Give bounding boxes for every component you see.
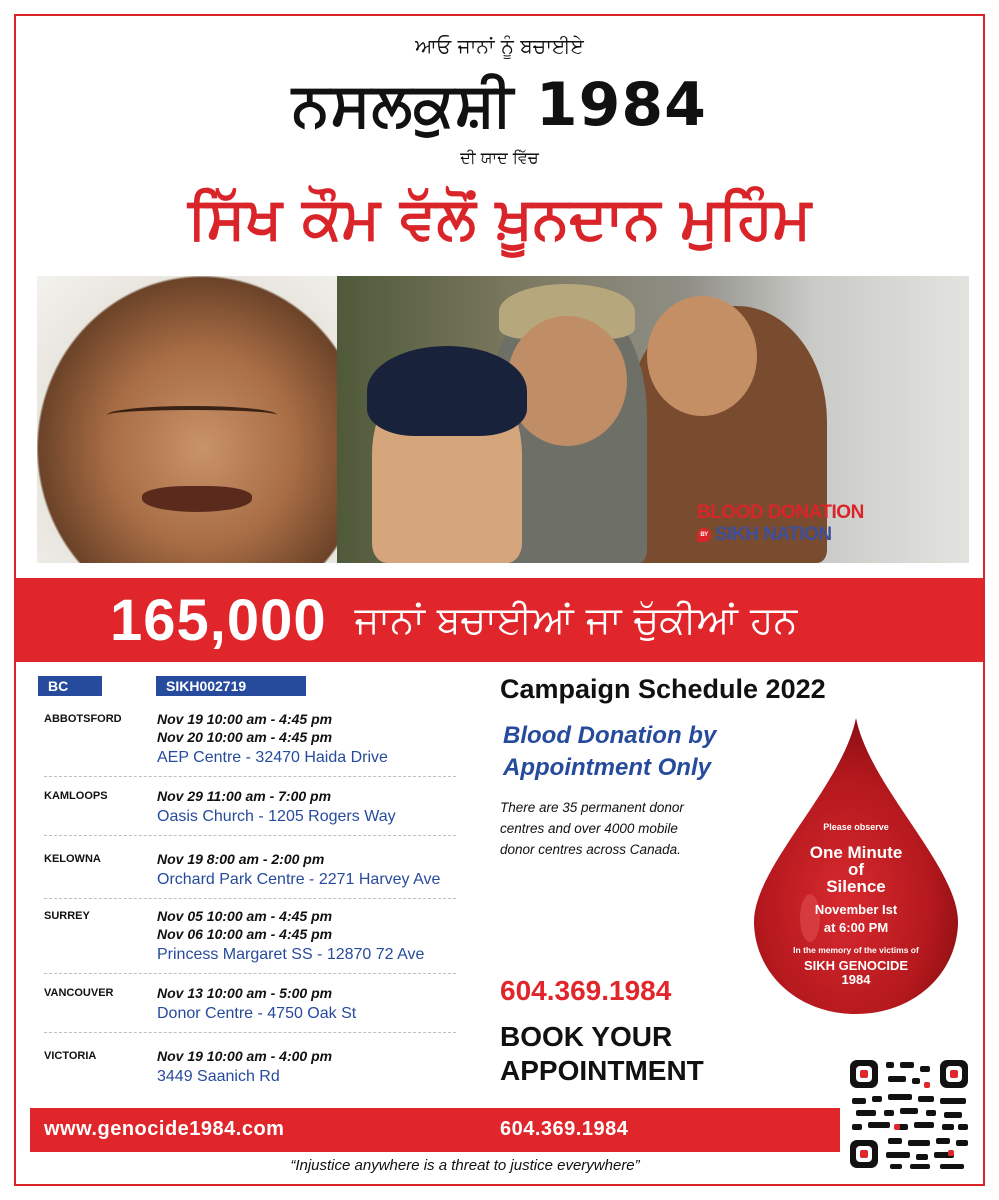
book-line1: BOOK YOUR (500, 1021, 673, 1052)
brand-line2-text: SIKH NATION (715, 524, 832, 545)
schedule-row-victoria (44, 1033, 456, 1095)
session-time: Nov 13 10:00 am - 5:00 pm (157, 985, 333, 1001)
lives-saved-count: 165,000 (110, 587, 327, 653)
website-link[interactable]: www.genocide1984.com (44, 1118, 285, 1140)
city-name: VANCOUVER (44, 987, 114, 999)
lives-saved-banner (16, 578, 983, 662)
book-line2: APPOINTMENT (500, 1055, 704, 1086)
campaign-title: ਸਿੱਖ ਕੌਮ ਵੱਲੋਂ ਖ਼ੂਨਦਾਨ ਮੁਹਿੰਮ (187, 184, 812, 252)
session-time: Nov 19 8:00 am - 2:00 pm (157, 851, 325, 867)
schedule-row-kamloops (44, 777, 456, 836)
venue-address: Orchard Park Centre - 2271 Harvey Ave (157, 871, 441, 888)
venue-address: Princess Margaret SS - 12870 72 Ave (157, 946, 425, 963)
session-time: Nov 19 10:00 am - 4:45 pm (157, 711, 333, 727)
donor-woman-face (647, 296, 757, 416)
schedule-row-kelowna (44, 836, 456, 899)
venue-address: Oasis Church - 1205 Rogers Way (157, 808, 396, 825)
schedule-title: Campaign Schedule 2022 (500, 674, 826, 704)
region-tag: BC (38, 676, 102, 696)
observe-text: Please observe (823, 822, 889, 832)
session-time: Nov 19 10:00 am - 4:00 pm (157, 1048, 333, 1064)
quote-text: “Injustice anywhere is a threat to justice everywhere” (290, 1157, 640, 1174)
memory-text: In the memory of the victims of (793, 945, 919, 955)
face-eyes-shape (107, 406, 277, 424)
venue-address: Donor Centre - 4750 Oak St (157, 1005, 357, 1022)
city-name: KAMLOOPS (44, 790, 108, 802)
blood-drop-icon: BY (697, 528, 711, 542)
session-time: Nov 20 10:00 am - 4:45 pm (157, 729, 333, 745)
donor-centres-note: There are 35 permanent donor centres and over 4000 mobile donor centres across Canada. (500, 800, 684, 857)
sponsor-code-tag: SIKH002719 (156, 676, 306, 696)
schedule-row-surrey (44, 899, 456, 974)
brand-line2 (697, 524, 864, 546)
lives-saved-text: ਜਾਨਾਂ ਬਚਾਈਆਂ ਜਾ ਚੁੱਕੀਆਂ ਹਨ (354, 597, 798, 642)
qr-code-icon (848, 1058, 970, 1170)
schedule-row-vancouver (44, 974, 456, 1033)
campaign-photo (37, 276, 969, 563)
silence-line2: of (847, 860, 865, 879)
city-name: SURREY (44, 910, 90, 922)
schedule-row-abbotsford (44, 706, 456, 777)
mourning-woman-image (37, 276, 337, 563)
tagline: ਆਓ ਜਾਨਾਂ ਨੂੰ ਬਚਾਈਏ (415, 34, 584, 58)
session-time: Nov 06 10:00 am - 4:45 pm (157, 926, 333, 942)
venue-address: 3449 Saanich Rd (157, 1068, 280, 1085)
session-time: Nov 05 10:00 am - 4:45 pm (157, 908, 333, 924)
book-appointment-callout (500, 1020, 704, 1088)
appointment-note: Blood Donation by Appointment Only (503, 722, 717, 781)
venue-address: AEP Centre - 32470 Haida Drive (157, 749, 388, 766)
silence-time: at 6:00 PM (823, 920, 889, 935)
schedule-list (44, 706, 456, 1095)
footer-phone: 604.369.1984 (500, 1118, 629, 1140)
city-name: KELOWNA (44, 853, 101, 865)
session-time: Nov 29 11:00 am - 7:00 pm (157, 788, 332, 804)
silence-date: November Ist (814, 902, 898, 917)
brand-line1: BLOOD DONATION (697, 502, 864, 523)
brand-logo (697, 502, 864, 546)
silence-line3: Silence (826, 877, 886, 896)
city-name: VICTORIA (44, 1050, 97, 1062)
younger-boy-patka (367, 346, 527, 436)
silence-line1: One Minute (809, 843, 903, 862)
minute-of-silence (752, 822, 960, 987)
genocide-year: 1984 (841, 972, 871, 987)
headline: ਨਸਲਕੁਸ਼ੀ 1984 (292, 70, 707, 140)
genocide-text: SIKH GENOCIDE (803, 958, 908, 973)
booking-phone: 604.369.1984 (500, 975, 672, 1006)
city-name: ABBOTSFORD (44, 713, 122, 725)
subline: ਦੀ ਯਾਦ ਵਿੱਚ (460, 148, 539, 167)
face-mouth-shape (142, 486, 252, 512)
